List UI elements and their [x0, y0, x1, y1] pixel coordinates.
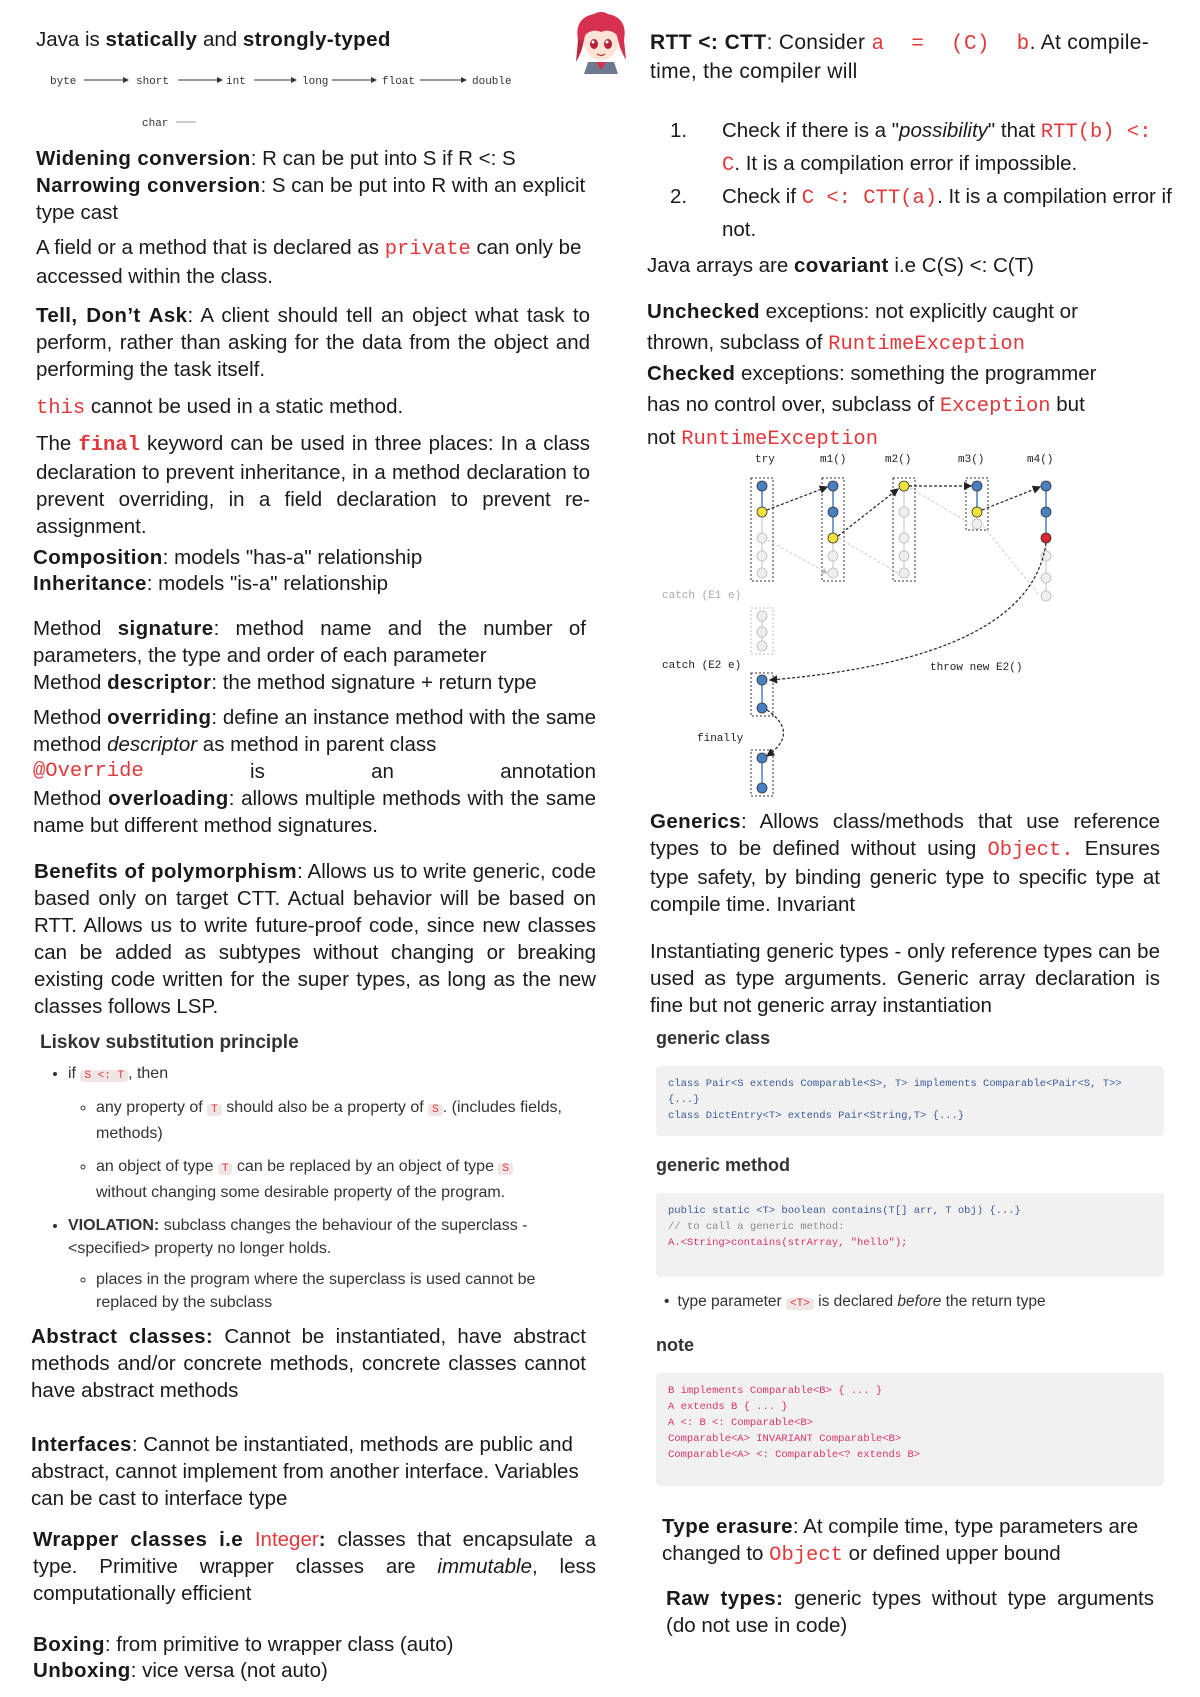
method-signature: Method signature: method name and the number of parameters, the type and order of each parameter — [33, 617, 586, 667]
rtt-ctt-intro: RTT <: CTT: Consider a = (C) b. At compile-time, the compiler will — [650, 31, 1150, 83]
interfaces: Interfaces: Cannot be instantiated, methods are public and abstract, cannot implement from another interface. Variables can be cast to interface type — [31, 1433, 579, 1510]
catch-e2-label: catch (E2 e) — [662, 660, 742, 672]
wrapper-classes: Wrapper classes i.e Integer: classes that encapsulate a type. Primitive wrapper classes are immutable, less computationally efficient — [33, 1528, 596, 1605]
unchecked-exceptions: Unchecked exceptions: not explicitly caught or thrown, subclass of RuntimeException — [647, 300, 1078, 356]
code-line: A <: B <: Comparable<B> — [668, 1417, 813, 1429]
generic-method-code — [656, 1193, 1164, 1277]
diagram-col-label: m3() — [958, 454, 985, 466]
type-erasure: Type erasure: At compile time, type parameters are changed to Object or defined upper bound — [662, 1515, 1139, 1567]
inheritance: Inheritance: models "is-a" relationship — [33, 572, 389, 595]
lsp-section — [40, 1032, 566, 1320]
override-annotation: @Override is an annotation — [33, 760, 596, 783]
method-descriptor: Method descriptor: the method signature + return type — [33, 671, 537, 694]
chain-node: short — [136, 76, 170, 88]
narrowing-conversion: Narrowing conversion: S can be put into R with an explicit type cast — [36, 174, 586, 224]
lsp-rule-2: ◦ an object of type T can be replaced by an object of type S without changing some desirable property of the program. — [96, 1155, 566, 1204]
unboxing: Unboxing: vice versa (not auto) — [33, 1659, 328, 1682]
chain-node: int — [226, 76, 246, 88]
widening-conversion: Widening conversion: R can be put into S if R <: S — [36, 147, 516, 170]
code-comment: // to call a generic method: — [668, 1221, 845, 1233]
checked-exceptions: Checked exceptions: something the programmer has no control over, subclass of Exception but not RuntimeException — [647, 362, 1097, 451]
generic-method-title: generic method — [656, 1155, 791, 1175]
abstract-classes: Abstract classes: Cannot be instantiated, have abstract methods and/or concrete methods, concrete classes cannot have abstract methods — [31, 1325, 586, 1402]
lsp-violation-detail: ◦ places in the program where the superclass is used cannot be replaced by the subclass — [96, 1268, 566, 1314]
covariant-arrays: Java arrays are covariant i.e C(S) <: C(T) — [647, 254, 1034, 277]
polymorphism-benefits: Benefits of polymorphism: Allows us to write generic, code based only on target CTT. Actual behavior will be based on RTT. Allows us to write future-proof code, since new classes can be added as subtypes without changing or breaking existing code written for the super types, as long as the new classes follows LSP. — [34, 860, 596, 1018]
catch-e1-label: catch (E1 e) — [662, 590, 742, 602]
code-line: Comparable<A> INVARIANT Comparable<B> — [668, 1433, 902, 1445]
instantiating-generics: Instantiating generic types - only reference types can be used as type arguments. Generic array declaration is fine but not generic array instantiation — [650, 940, 1160, 1017]
widening-chain-diagram — [36, 68, 556, 138]
lsp-if: • if S <: T , then ◦ any property of T should also be a property of S . (includes fields, methods) ◦ an object of type T can be replaced by an object of type S without changing some desirable property of the program. — [68, 1062, 566, 1204]
type-param-note: • type parameter <T> is declared before the return type — [664, 1293, 1046, 1310]
chain-node: long — [302, 76, 329, 88]
method-overriding: Method overriding: define an instance method with the same method descriptor as method in parent class — [33, 706, 596, 756]
code-line: A extends B { ... } — [668, 1401, 788, 1413]
lsp-rule-1: ◦ any property of T should also be a property of S . (includes fields, methods) — [96, 1096, 566, 1145]
diagram-col-label: m1() — [820, 454, 847, 466]
private-note: A field or a method that is declared as private can only be accessed within the class. — [36, 236, 582, 288]
cast-check-list — [670, 115, 1174, 245]
final-keyword: The final keyword can be used in three places: In a class declaration to prevent inheritance, in a method declaration to prevent overriding, in a field declaration to prevent re-assignment. — [36, 432, 590, 538]
note-title: note — [656, 1335, 694, 1355]
code-line: class DictEntry<T> extends Pair<String,T> {...} — [668, 1110, 965, 1122]
method-overloading: Method overloading: allows multiple methods with the same name but different method signatures. — [33, 787, 596, 837]
code-line: B implements Comparable<B> { ... } — [668, 1385, 883, 1397]
chain-node: double — [472, 76, 512, 88]
code-line: A.<String>contains(strArray, "hello"); — [668, 1237, 908, 1249]
lsp-title: Liskov substitution principle — [40, 1032, 299, 1053]
code-line: Comparable<A> <: Comparable<? extends B> — [668, 1449, 921, 1461]
boxing: Boxing: from primitive to wrapper class (auto) — [33, 1633, 454, 1656]
anime-avatar-icon — [570, 10, 632, 74]
code-line: public static <T> boolean contains(T[] arr, T obj) {...} — [668, 1205, 1021, 1217]
this-static-note: this cannot be used in a static method. — [36, 395, 404, 420]
list-item: 1. Check if there is a "possibility" that RTT(b) <: C. It is a compilation error if impossible. — [670, 119, 1152, 177]
composition: Composition: models "has-a" relationship — [33, 546, 423, 569]
note-code — [656, 1373, 1164, 1486]
exception-flow-diagram — [640, 448, 1110, 803]
generic-class-title: generic class — [656, 1028, 771, 1048]
generics: Generics: Allows class/methods that use reference types to be defined without using Object. Ensures type safety, by binding generic type to specific type at compile time. Invariant — [650, 810, 1160, 916]
chain-node: byte — [50, 76, 77, 88]
diagram-col-label: m2() — [885, 454, 912, 466]
diagram-col-label: try — [755, 454, 775, 466]
tell-dont-ask: Tell, Don’t Ask: A client should tell an object what task to perform, rather than asking for the data from the object and performing the task itself. — [36, 304, 590, 381]
chain-node: float — [382, 76, 416, 88]
list-item: 2. Check if C <: CTT(a). It is a compilation error if not. — [670, 185, 1172, 241]
finally-label: finally — [697, 733, 744, 745]
generic-class-code — [656, 1066, 1164, 1136]
static-typing: Java is statically and strongly-typed — [36, 28, 391, 51]
chain-node-char: char — [142, 118, 169, 130]
raw-types: Raw types: generic types without type arguments (do not use in code) — [666, 1587, 1154, 1637]
diagram-col-label: m4() — [1027, 454, 1054, 466]
lsp-violation: • VIOLATION: subclass changes the behaviour of the superclass - <specified> property no longer holds. ◦ places in the program where the superclass is used cannot be replaced by the subclass — [68, 1214, 566, 1314]
throw-label: throw new E2() — [930, 662, 1023, 674]
code-line: class Pair<S extends Comparable<S>, T> implements Comparable<Pair<S, T>> {...} — [668, 1078, 1122, 1106]
